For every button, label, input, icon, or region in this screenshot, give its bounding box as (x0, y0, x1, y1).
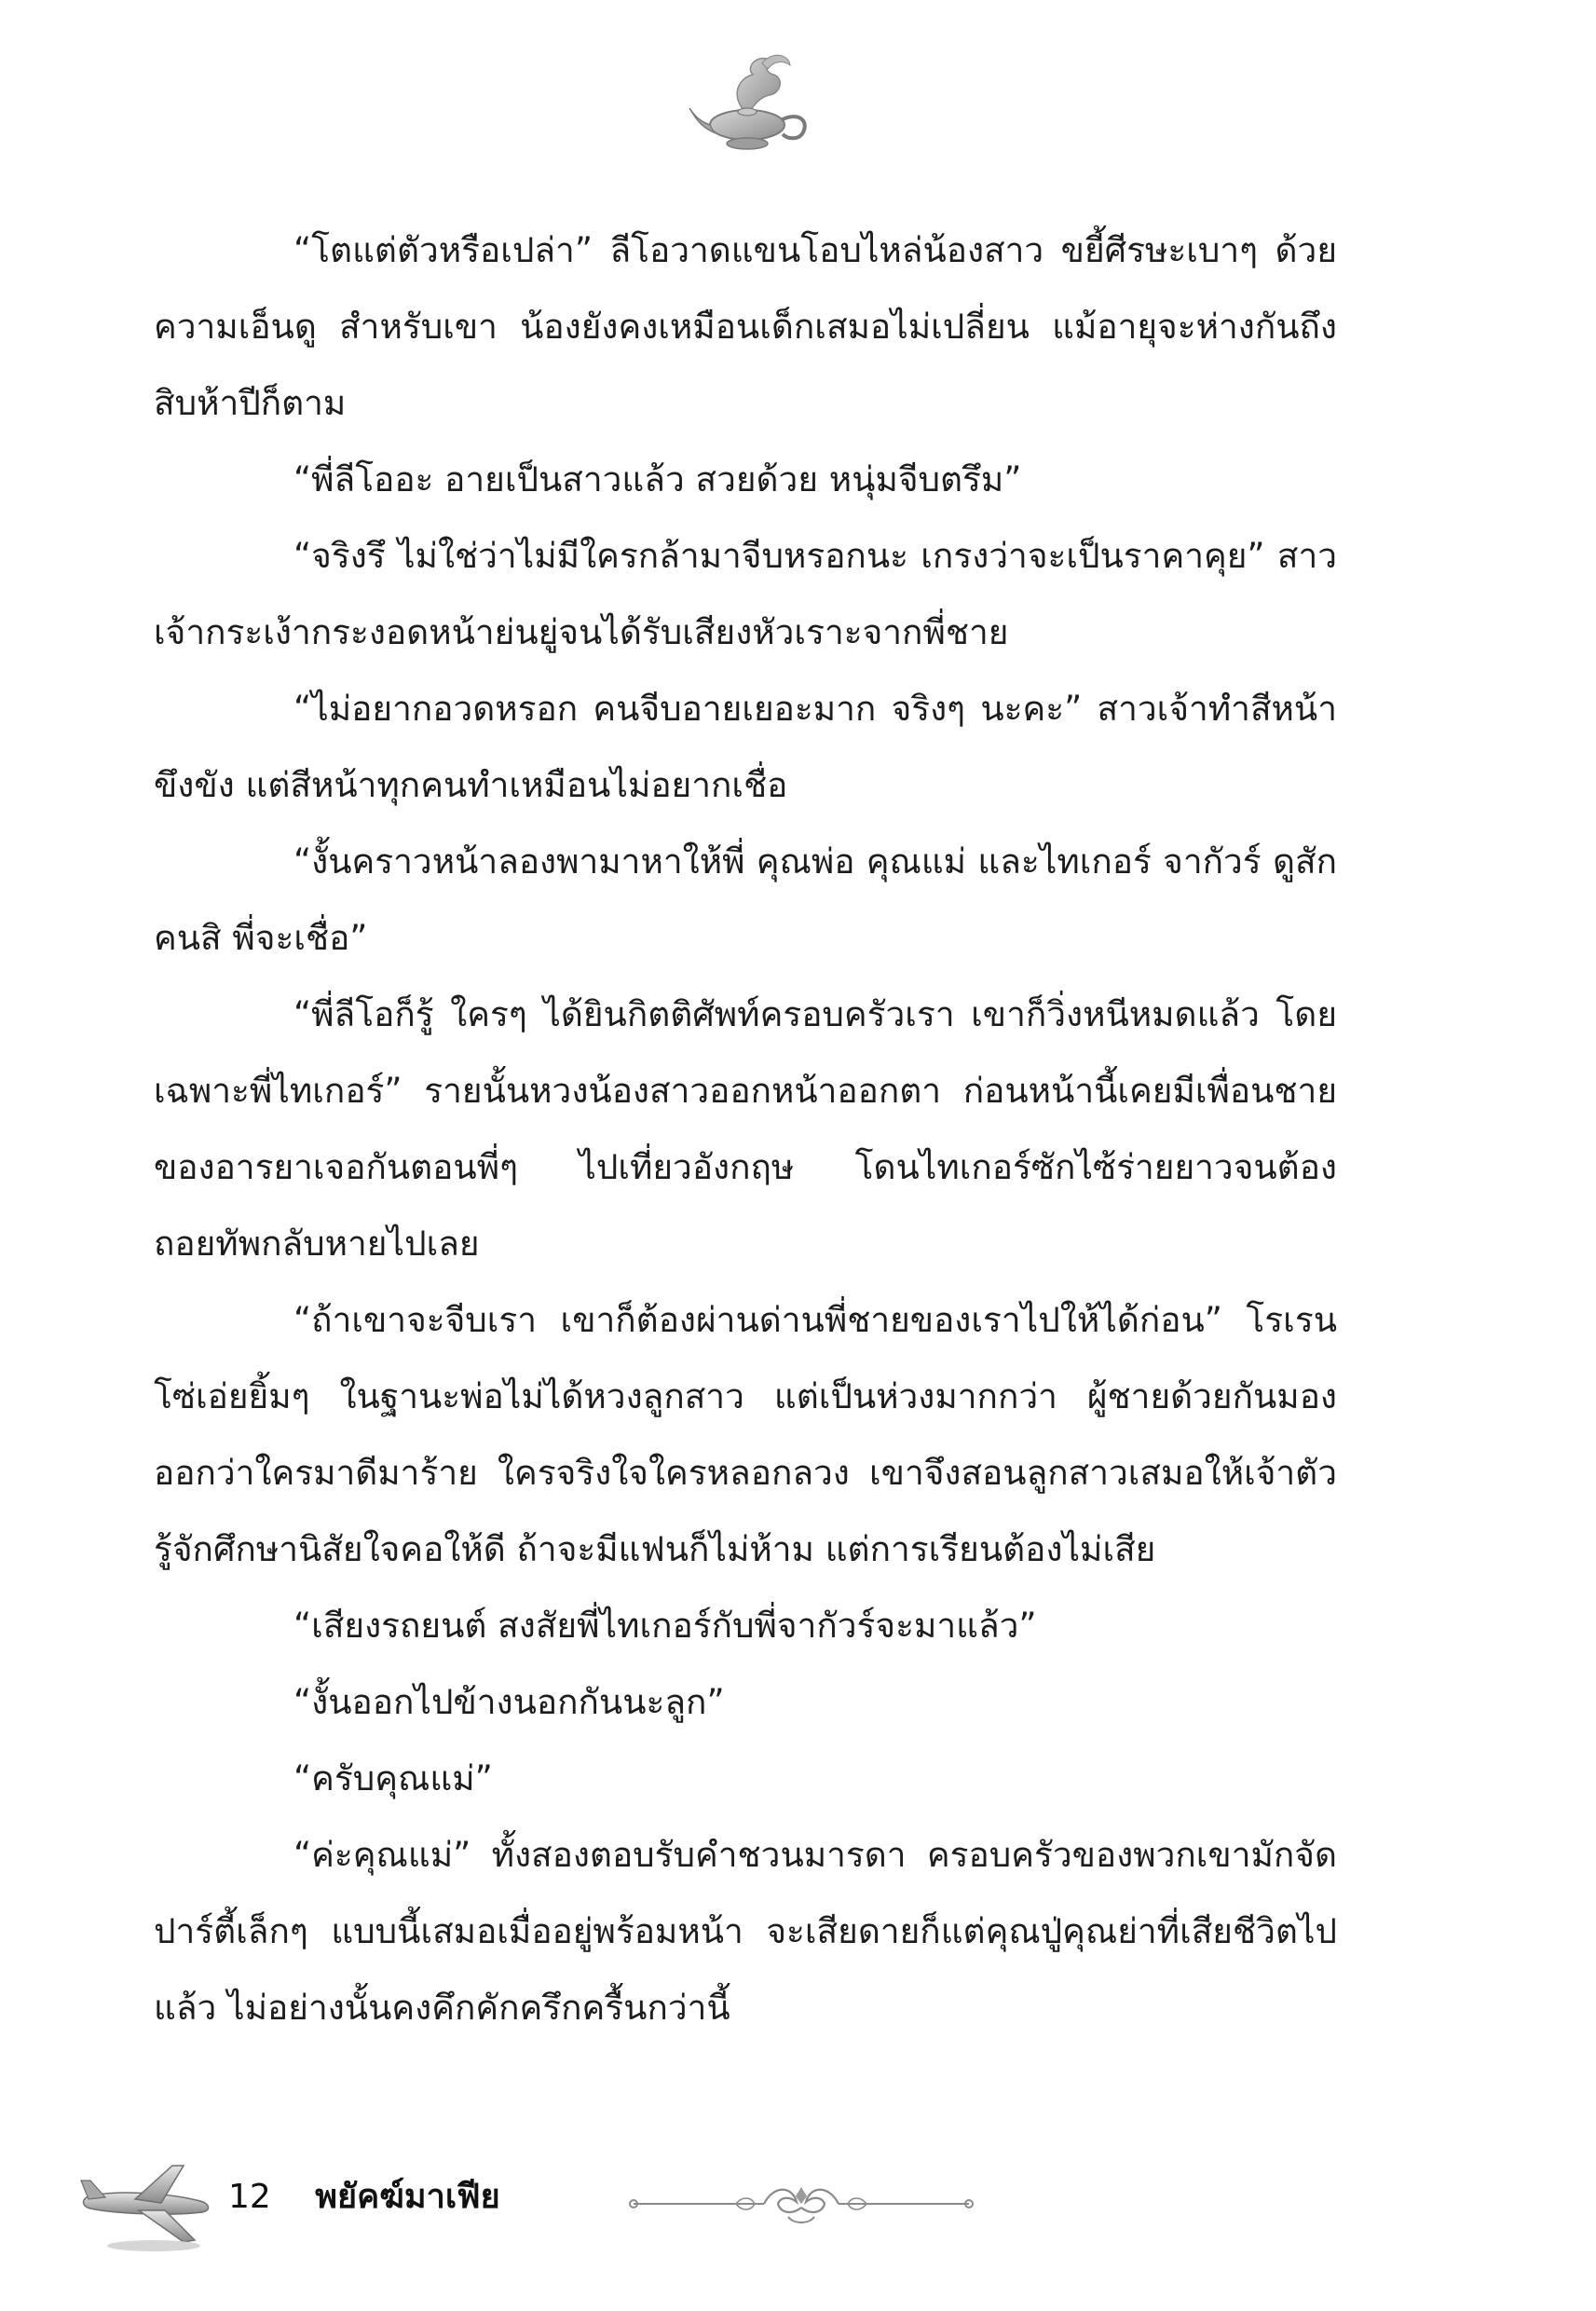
paragraph: “พี่ลีโอก็รู้ ใครๆ ได้ยินกิตติศัพท์ครอบครัวเรา เขาก็วิ่งหนีหมดแล้ว โดยเฉพาะพี่ไทเกอร์” รายนั้นหวงน้องสาวออกหน้าออกตา ก่อนหน้านี้เคยมีเพื่อนชายของอารยาเจอกันตอนพี่ๆ ไปเที่ยวอังกฤษ โดนไทเกอร์ซักไซ้ร่ายยาวจนต้องถอยทัพกลับหายไปเลย (154, 994, 1337, 1264)
paragraph: “งั้นออกไปข้างนอกกันนะลูก” (293, 1682, 725, 1722)
paragraph: “งั้นคราวหน้าลองพามาหาให้พี่ คุณพ่อ คุณแม่ และไทเกอร์ จากัวร์ ดูสักคนสิ พี่จะเชื่อ” (154, 841, 1337, 958)
page-footer (228, 2169, 500, 2225)
paragraph: “ครับคุณแม่” (293, 1758, 493, 1798)
paragraph: “เสียงรถยนต์ สงสัยพี่ไทเกอร์กับพี่จากัวร์จะมาแล้ว” (293, 1606, 1037, 1646)
paragraph: “ถ้าเขาจะจีบเรา เขาก็ต้องผ่านด่านพี่ชายของเราไปให้ได้ก่อน” โรเรนโซ่เอ่ยยิ้มๆ ในฐานะพ่อไม่ได้หวงลูกสาว แต่เป็นห่วงมากกว่า ผู้ชายด้วยกันมองออกว่าใครมาดีมาร้าย ใครจริงใจใครหลอกลวง เขาจึงสอนลูกสาวเสมอให้เจ้าตัวรู้จักศึกษานิสัยใจคอให้ดี ถ้าจะมีแฟนก็ไม่ห้าม แต่การเรียนต้องไม่เสีย (154, 1300, 1337, 1569)
page-number: 12 (228, 2178, 271, 2216)
paragraph: “ไม่อยากอวดหรอก คนจีบอายเยอะมาก จริงๆ นะคะ” สาวเจ้าทำสีหน้าขึงขัง แต่สีหน้าทุกคนทำเหมือนไม่อยากเชื่อ (154, 689, 1337, 805)
paragraph: “ค่ะคุณแม่” ทั้งสองตอบรับคำชวนมารดา ครอบครัวของพวกเขามักจัดปาร์ตี้เล็กๆ แบบนี้เสมอเมื่ออยู่พร้อมหน้า จะเสียดายก็แต่คุณปู่คุณย่าที่เสียชีวิตไปแล้ว ไม่อย่างนั้นคงคึกคักครึกครื้นกว่านี้ (154, 1835, 1337, 2028)
flourish-divider-icon (624, 2176, 978, 2232)
body-text (154, 212, 1337, 2046)
magic-lamp-genie-icon (680, 47, 820, 168)
paragraph: “พี่ลีโออะ อายเป็นสาวแล้ว สวยด้วย หนุ่มจีบตรึม” (293, 459, 1022, 499)
airplane-icon (79, 2153, 219, 2255)
paragraph: “โตแต่ตัวหรือเปล่า” ลีโอวาดแขนโอบไหล่น้องสาว ขยี้ศีรษะเบาๆ ด้วยความเอ็นดู สำหรับเขา น้องยังคงเหมือนเด็กเสมอไม่เปลี่ยน แม้อายุจะห่างกันถึงสิบห้าปีก็ตาม (154, 230, 1337, 423)
book-title: พยัคฆ์มาเฟีย (315, 2178, 500, 2216)
paragraph: “จริงรึ ไม่ใช่ว่าไม่มีใครกล้ามาจีบหรอกนะ เกรงว่าจะเป็นราคาคุย” สาวเจ้ากระเง้ากระงอดหน้าย่นยู่จนได้รับเสียงหัวเราะจากพี่ชาย (154, 536, 1337, 652)
